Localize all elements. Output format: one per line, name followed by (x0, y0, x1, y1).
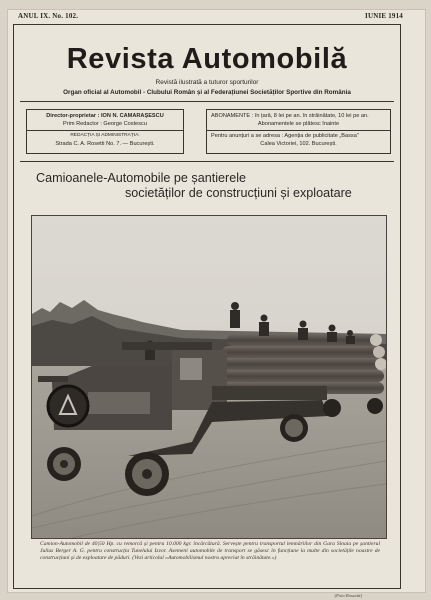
issue-line (18, 12, 403, 22)
divider (20, 101, 394, 102)
box-divider (27, 130, 183, 131)
ads-line: Pentru anunțuri a se adresa : Agenția de publicitate „Bassa” (211, 133, 359, 139)
redactia-address: Strada C. A. Rosetti No. 7. — București. (55, 141, 155, 147)
box-divider (207, 130, 390, 131)
truck-photo (31, 215, 387, 539)
page-frame (13, 24, 401, 598)
magazine-page (8, 10, 425, 598)
editorial-box (26, 109, 184, 154)
abonamente-line: ABONAMENTE : în țară, 8 lei pe an. în străinătate, 10 lei pe an. (211, 113, 369, 119)
issue-date: IUNIE 1914 (365, 12, 403, 20)
advance-line: Abonamentele se plătesc înainte (257, 121, 340, 127)
photo-credit: (Foto Rossetti) (334, 593, 362, 598)
article-headline-line2: societăților de construcțiuni și exploatare (125, 186, 352, 200)
ads-address: Calea Victoriei, 102. București. (260, 141, 337, 147)
log-load (214, 334, 386, 394)
redactia-label: REDACȚIA ȘI ADMINISTRAȚIA: (70, 133, 140, 138)
director-line: Director-proprietar : ION N. CAMARAȘESCU (46, 113, 164, 119)
prim-redactor-line: Prim Redactor : George Costescu (63, 121, 147, 127)
article-headline-line1: Camioanele-Automobile pe șantierele (36, 171, 247, 185)
masthead-organ: Organ oficial al Automobil - Clubului Român și al Federațiunei Societăților Sportive din România (63, 89, 351, 96)
masthead-title: Revista Automobilă (66, 43, 348, 75)
divider (20, 161, 394, 162)
subscription-box (206, 109, 391, 154)
masthead-subtitle: Revistă ilustrată a tuturor sporturilor (155, 79, 259, 86)
issue-number: ANUL IX. No. 102. (18, 12, 79, 20)
photo-caption: Camion-Automobil de 40|50 Hp. cu remorcă și pentru 10.000 kgr. încărcătură. Servește pentru transportul lemnăriilor din Gara Sinaia pe șantierul Julius Berger A. G. pentru construcția Tunelului Izvor. Asemeni automobile de transport se găsesc în funcțiune la multe din societățile noastre de construcțiuni și de exploatare de păduri. (Vezi articolul «Automobilismul nostru apreciat în străinătate.») (40, 541, 380, 562)
truck-photo-illustration (32, 216, 386, 538)
